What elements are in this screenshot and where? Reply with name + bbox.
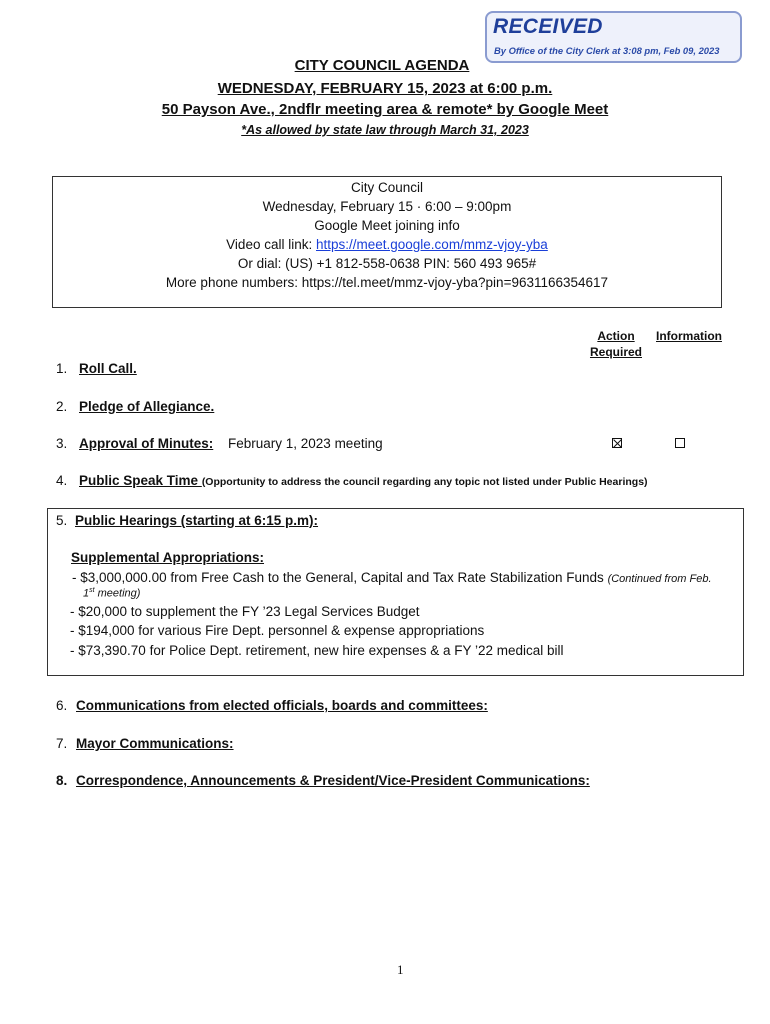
item-roll-call: Roll Call. bbox=[79, 361, 137, 376]
meeting-info-box bbox=[52, 176, 722, 308]
note-ordinal: st bbox=[89, 587, 95, 594]
appropriation-free-cash-text: - $3,000,000.00 from Free Cash to the General, Capital and Tax Rate Stabilization Funds bbox=[72, 570, 608, 585]
item-7-number: 7. bbox=[56, 736, 68, 751]
more-phone-numbers: More phone numbers: https://tel.meet/mmz-vjoy-yba?pin=9631166354617 bbox=[165, 275, 609, 290]
note-day: 1 bbox=[83, 587, 90, 600]
item-6-number: 6. bbox=[56, 698, 68, 713]
item-3-number: 3. bbox=[56, 436, 68, 451]
stamp-word: RECEIVED bbox=[493, 15, 603, 38]
meeting-name: City Council bbox=[350, 180, 424, 195]
information-checkbox[interactable] bbox=[675, 438, 685, 448]
item-5-number: 5. bbox=[56, 513, 68, 528]
meeting-when: Wednesday, February 15 · 6:00 – 9:00pm bbox=[262, 199, 512, 214]
meeting-date: WEDNESDAY, FEBRUARY 15, 2023 at 6:00 p.m. bbox=[217, 80, 553, 97]
video-call-link[interactable]: https://meet.google.com/mmz-vjoy-yba bbox=[315, 237, 548, 252]
item-public-speak-note: (Opportunity to address the council regarding any topic not listed under Public Hearings) bbox=[201, 476, 648, 488]
appropriation-police-dept: - $73,390.70 for Police Dept. retirement, new hire expenses & a FY ’22 medical bill bbox=[70, 643, 564, 658]
appropriation-fire-dept: - $194,000 for various Fire Dept. personnel & expense appropriations bbox=[70, 623, 485, 638]
stamp-subtitle: By Office of the City Clerk at 3:08 pm, Feb 09, 2023 bbox=[494, 45, 720, 56]
item-public-hearings: Public Hearings (starting at 6:15 p.m): bbox=[75, 513, 319, 528]
item-approval-minutes: Approval of Minutes: bbox=[79, 436, 214, 451]
appropriation-continued-note: (Continued from Feb. bbox=[607, 573, 712, 585]
agenda-title: CITY COUNCIL AGENDA bbox=[294, 57, 470, 74]
appropriation-free-cash bbox=[72, 570, 712, 585]
item-1-number: 1. bbox=[56, 361, 68, 376]
action-header-line1: Action bbox=[597, 329, 635, 343]
video-call-line bbox=[53, 237, 721, 252]
action-header-line2: Required bbox=[589, 345, 642, 359]
item-public-speak bbox=[79, 473, 648, 488]
page-number: 1 bbox=[397, 962, 404, 977]
action-required-checkbox[interactable] bbox=[612, 438, 622, 448]
action-required-header bbox=[586, 328, 646, 360]
note-meeting: meeting) bbox=[94, 587, 141, 600]
item-approval-detail: February 1, 2023 meeting bbox=[228, 436, 383, 451]
appropriation-legal-services: - $20,000 to supplement the FY ’23 Legal Services Budget bbox=[70, 604, 420, 619]
item-communications-officials: Communications from elected officials, boards and committees: bbox=[76, 698, 488, 713]
dial-in-line: Or dial: (US) +1 812-558-0638 PIN: 560 493 965# bbox=[237, 256, 537, 271]
meeting-joining-info: Google Meet joining info bbox=[314, 218, 460, 233]
information-header: Information bbox=[656, 329, 722, 343]
remote-note: *As allowed by state law through March 31, 2023 bbox=[241, 123, 529, 137]
supplemental-appropriations-heading: Supplemental Appropriations: bbox=[71, 550, 265, 565]
item-8-number: 8. bbox=[56, 773, 68, 788]
appropriation-continued-note-line2 bbox=[83, 587, 140, 600]
item-correspondence: Correspondence, Announcements & President/Vice-President Communications: bbox=[76, 773, 590, 788]
meeting-location: 50 Payson Ave., 2ndflr meeting area & remote* by Google Meet bbox=[161, 101, 609, 118]
item-4-number: 4. bbox=[56, 473, 68, 488]
item-2-number: 2. bbox=[56, 399, 68, 414]
video-call-label: Video call link: bbox=[226, 237, 316, 252]
item-public-speak-label: Public Speak Time bbox=[79, 473, 202, 488]
item-mayor-communications: Mayor Communications: bbox=[76, 736, 234, 751]
item-pledge: Pledge of Allegiance. bbox=[79, 399, 215, 414]
received-stamp bbox=[485, 11, 742, 63]
